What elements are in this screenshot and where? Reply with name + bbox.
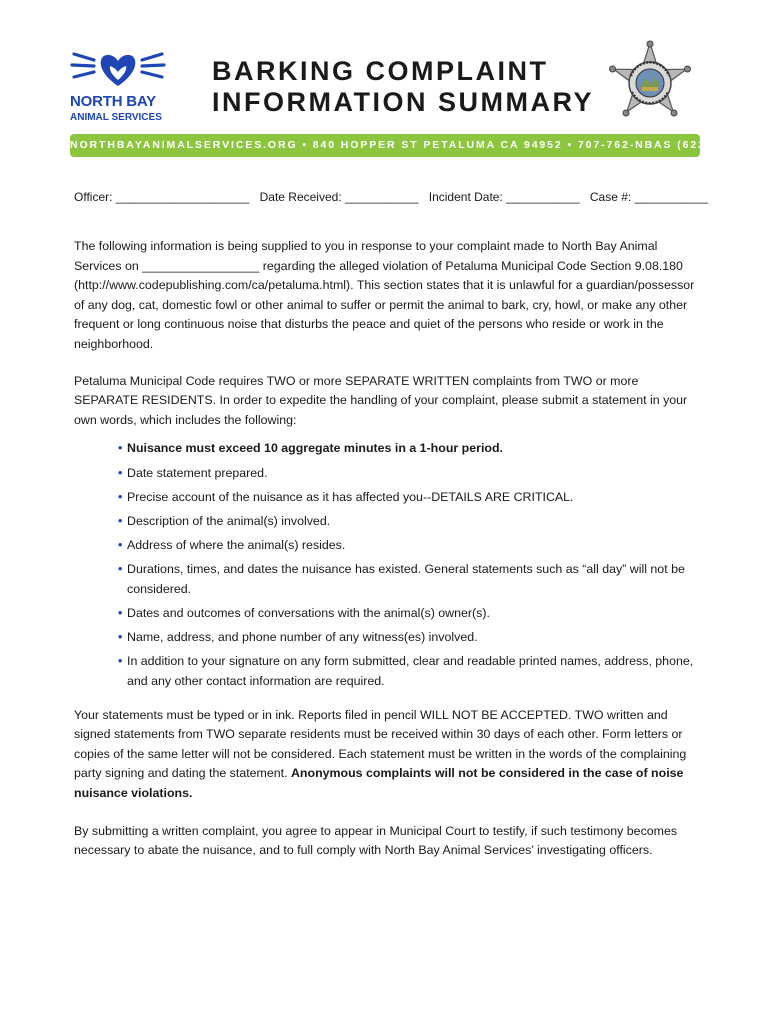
list-item: • Description of the animal(s) involved. [74, 512, 696, 532]
intro-paragraph: The following information is being supplied to you in response to your complaint made to North Bay Animal Services on _________________ regarding the alleged violation of Petaluma Municipal Code Section 9.08.180 (http://www.codepublishing.com/ca/petaluma.html). This section states that it is unlawful for a guardian/possessor of any dog, cat, domestic fowl or other animal to suffer or permit the animal to bark, cry, howl, or make any other frequent or long continuous noise that disturbs the peace and quiet of the persons who reside or work in the neighborhood. [74, 239, 695, 351]
title-line-2: INFORMATION SUMMARY [212, 87, 594, 117]
list-item: • In addition to your signature on any form submitted, clear and readable printed names, address, phone, and any other contact information are required. [118, 654, 694, 689]
list-item: • Name, address, and phone number of any witness(es) involved. [74, 628, 696, 648]
bullet-icon: • [118, 606, 123, 621]
bullet-icon: • [118, 630, 123, 645]
bullet-icon: • [118, 465, 123, 480]
case-number-field[interactable]: Case #: ___________ [589, 190, 708, 204]
list-item: • Address of where the animal(s) resides. [74, 536, 696, 556]
contact-strip: NORTHBAYANIMALSERVICES.ORG • 840 HOPPER ST PETALUMA CA 94952 • 707-762-NBAS (6227) [70, 134, 700, 157]
statements-text: Your statements must be typed or in ink. Reports filed in pencil WILL NOT BE ACCEPTED. TWO written and signed statements from TWO separate residents must be received within 30 days of each other. Form letters or copies of the same letter will not be considered. Each statement must be written in the words of the complaining party signing and dating the statement. [74, 707, 687, 781]
logo-name: NORTH BAY [70, 93, 156, 110]
bullet-icon: • [118, 441, 123, 456]
bullet-icon: • [118, 489, 123, 504]
north-bay-logo [68, 46, 168, 126]
officer-field[interactable]: Officer: ____________________ [74, 190, 250, 204]
bullet-icon: • [118, 513, 123, 528]
bullet-icon: • [118, 538, 123, 553]
logo-subtitle: ANIMAL SERVICES [70, 112, 162, 123]
date-received-field[interactable]: Date Received: ___________ [259, 190, 419, 204]
statements-paragraph [74, 706, 696, 804]
requirements-list [74, 439, 696, 691]
sheriff-star-badge-icon [604, 40, 696, 132]
list-item: • Dates and outcomes of conversations with the animal(s) owner(s). [74, 604, 696, 624]
list-item: • Precise account of the nuisance as it has affected you--DETAILS ARE CRITICAL. [74, 488, 696, 508]
bullet-icon: • [118, 562, 123, 577]
court-paragraph: By submitting a written complaint, you agree to appear in Municipal Court to testify, if such testimony becomes necessary to abate the nuisance, and to full comply with North Bay Animal Services’ investigating officers. [74, 823, 678, 858]
list-item: • Durations, times, and dates the nuisance has existed. General statements such as “all day” will not be considered. [118, 562, 685, 596]
requirement-paragraph: Petaluma Municipal Code requires TWO or more SEPARATE WRITTEN complaints from TWO or more SEPARATE RESIDENTS. In order to expedite the handling of your complaint, please submit a statement in your own words, which includes the following: [74, 373, 688, 427]
list-item: • Date statement prepared. [74, 464, 696, 484]
title-line-1: BARKING COMPLAINT [212, 56, 549, 86]
bullet-icon: • [118, 654, 123, 669]
cat-face-icon [68, 46, 168, 90]
form-fields-line [74, 188, 708, 206]
incident-date-field[interactable]: Incident Date: ___________ [428, 190, 580, 204]
document-body [74, 237, 696, 861]
document-title [212, 56, 594, 118]
anonymous-notice: Anonymous complaints will not be considered in the case of noise nuisance violations. [74, 766, 684, 800]
list-item: • Nuisance must exceed 10 aggregate minutes in a 1-hour period. [74, 439, 696, 459]
